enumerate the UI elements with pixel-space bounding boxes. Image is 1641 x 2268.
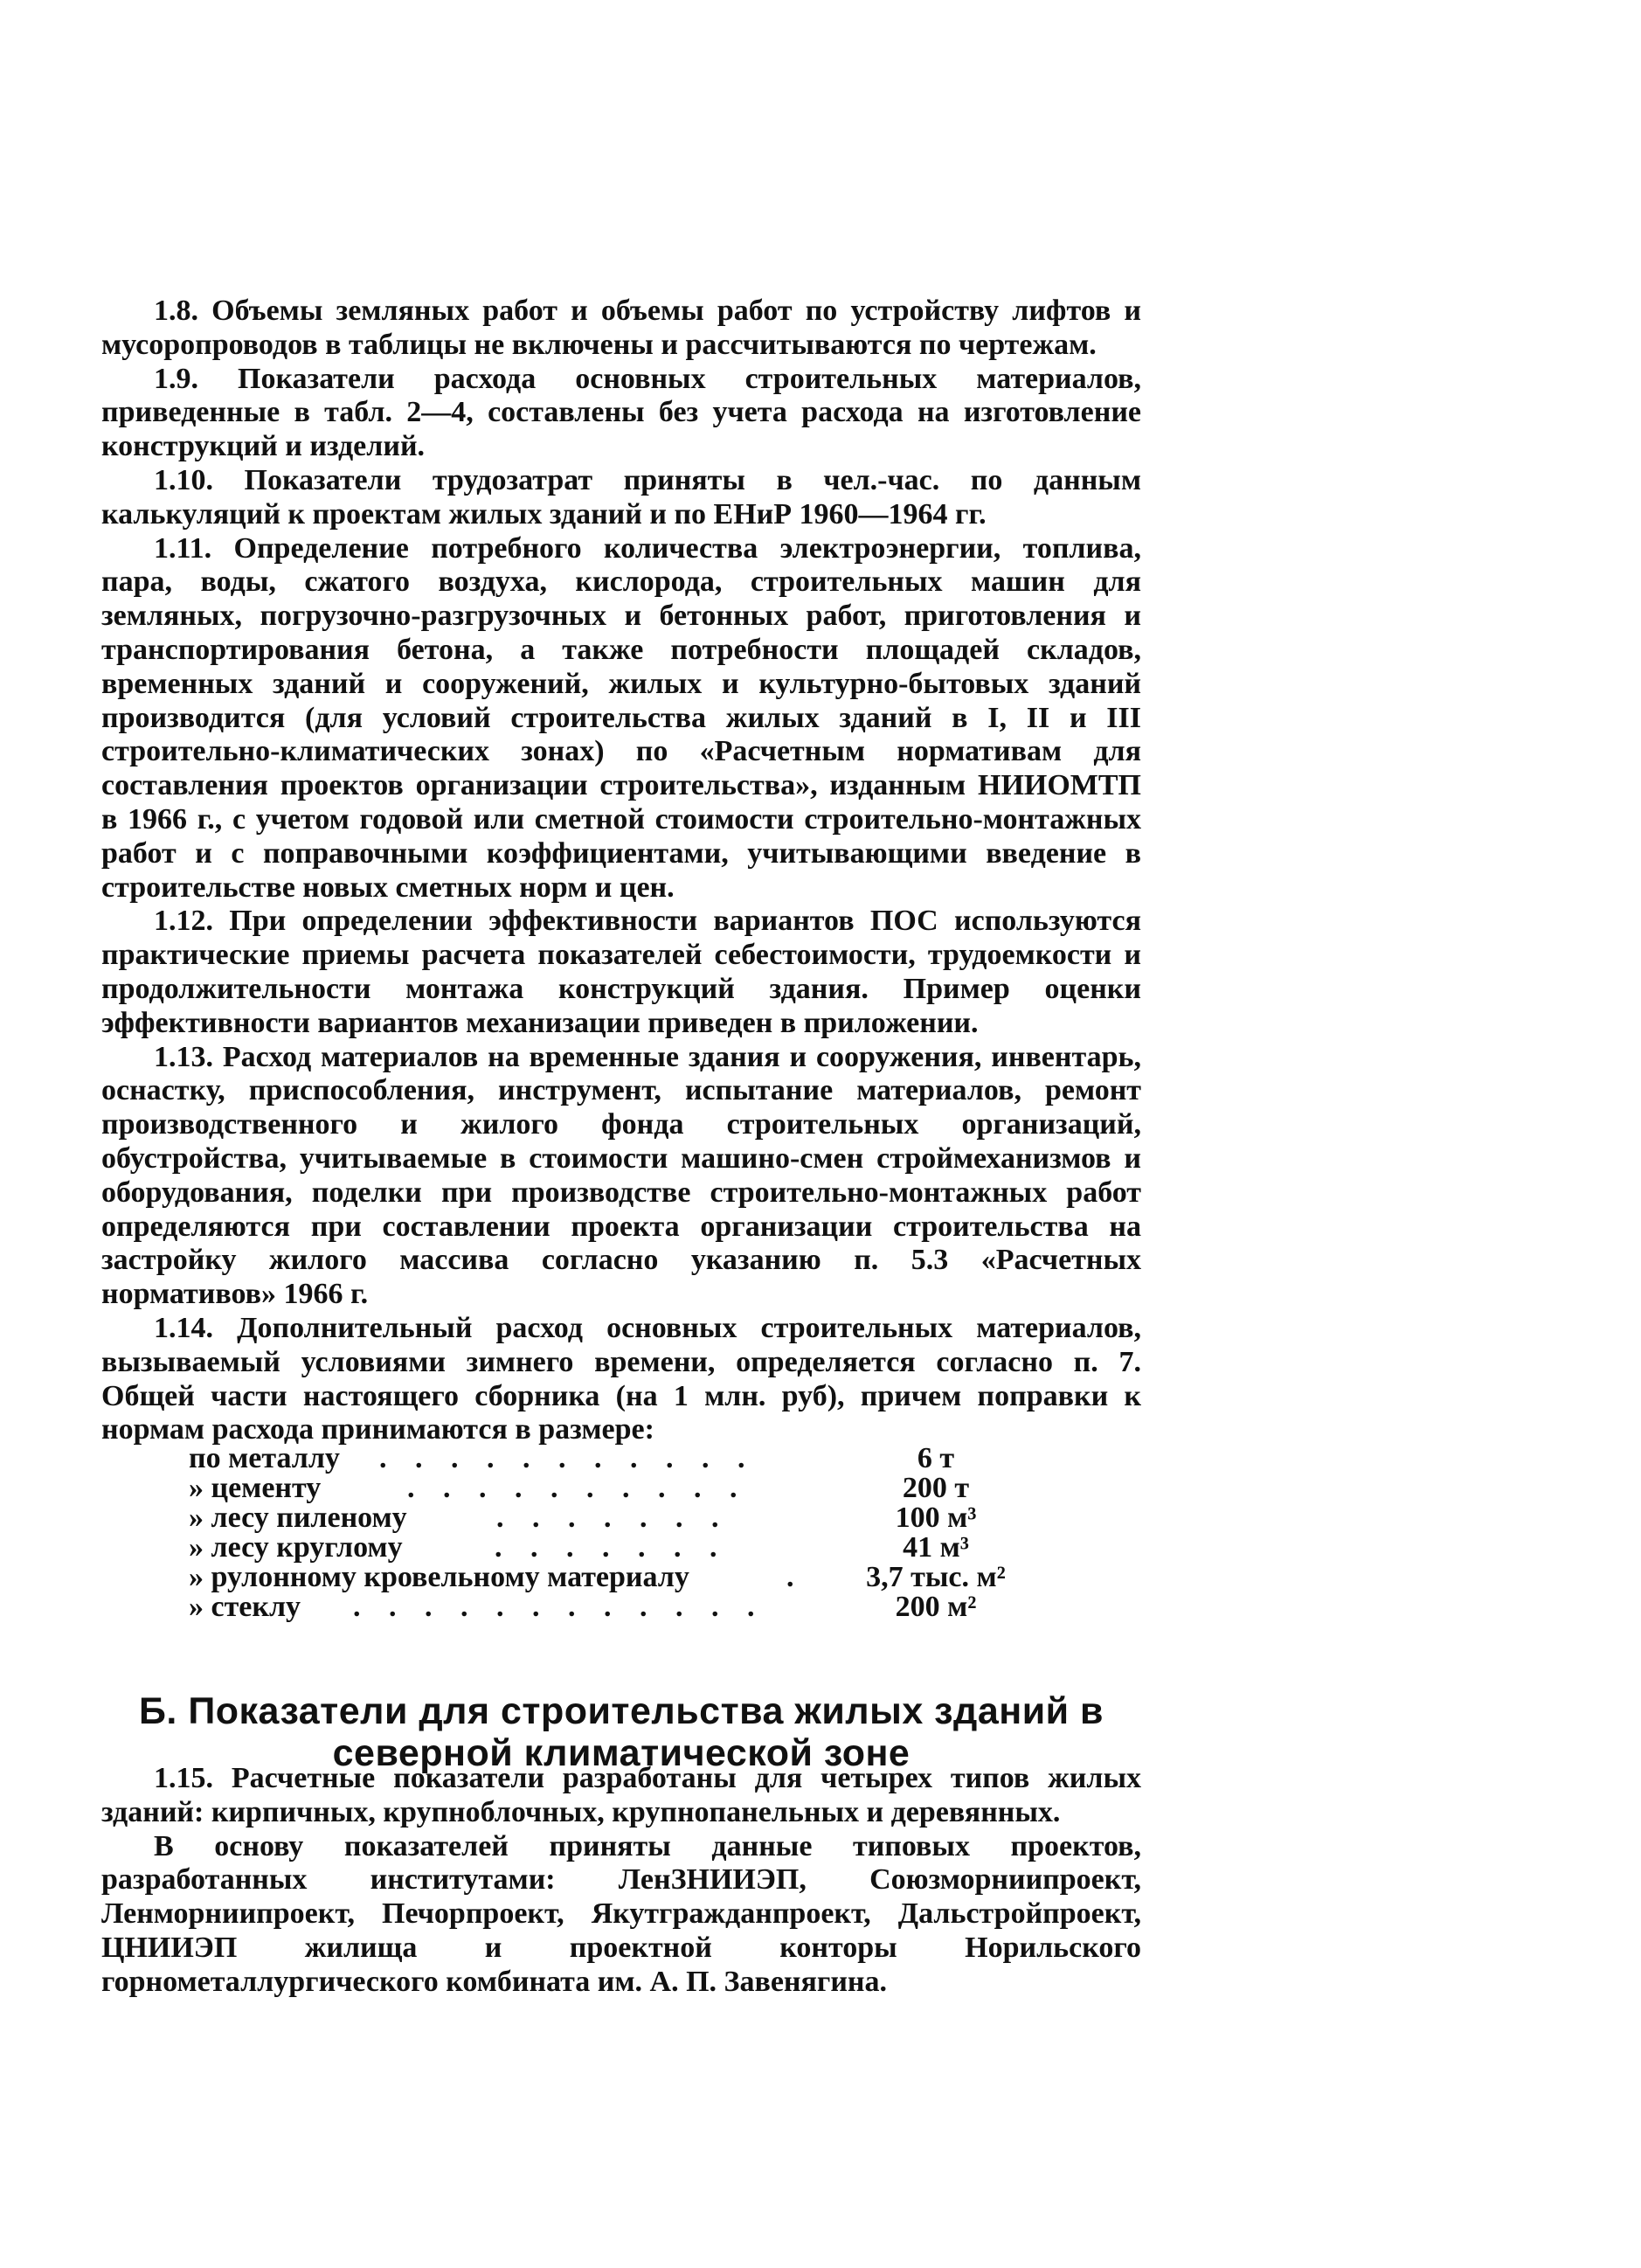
norm-label: по металлу: [189, 1442, 340, 1474]
bottom-text-block: [101, 1762, 1141, 2000]
norm-row: [189, 1563, 1028, 1592]
paragraph-basis: В основу показателей приняты данные типовых проектов, разработанных институтами: ЛенЗНИИЭП, Союзморниипроект, Ленморниипроект, Печорпроект, Якутгражданпроект, Дальстройпроект, ЦНИИЭП жилища и проектной конторы Норильского горнометаллургического комбината им. А. П. Завенягина.: [101, 1829, 1141, 1998]
norm-row: [189, 1503, 1028, 1533]
norm-leader-dots: . . . . . . . . . . . .: [353, 1591, 765, 1623]
norm-label: » лесу круглому: [189, 1531, 403, 1564]
norm-row: [189, 1592, 1028, 1622]
norm-value: 41 м³: [903, 1531, 969, 1564]
paragraph-1-10: 1.10. Показатели трудозатрат приняты в чел.-час. по данным калькуляций к проектам жилых зданий и по ЕНиР 1960—1964 гг.: [101, 463, 1141, 531]
norm-value: 6 т: [917, 1442, 955, 1474]
paragraph-1-15: 1.15. Расчетные показатели разработаны для четырех типов жилых зданий: кирпичных, крупноблочных, крупнопанельных и деревянных.: [101, 1762, 1141, 1828]
norm-row: [189, 1533, 1028, 1563]
norm-label: » цементу: [189, 1472, 322, 1504]
norm-leader-dots: . . . . . . .: [496, 1502, 730, 1534]
norm-row: [189, 1474, 1028, 1503]
norm-row: [189, 1444, 1028, 1474]
section-heading-b: Б. Показатели для строительства жилых зданий в северной климатической зоне: [139, 1689, 1104, 1774]
paragraph-1-14: 1.14. Дополнительный расход основных строительных материалов, вызываемый условиями зимнего времени, определяется согласно п. 7. Общей части настоящего сборника (на 1 млн. руб), причем поправки к нормам расхода принимаются в размере:: [101, 1311, 1141, 1446]
norm-value: 3,7 тыс. м²: [866, 1561, 1006, 1593]
norm-leader-dots: . . . . . . . . . . .: [379, 1442, 756, 1474]
paragraph-1-13: 1.13. Расход материалов на временные здания и сооружения, инвентарь, оснастку, приспособления, инструмент, испытание материалов, ремонт производственного и жилого фонда строительных организаций, обустройства, учитываемые в стоимости машино-смен строймеханизмов и оборудования, поделки при производстве строительно-монтажных работ определяются при составлении проекта организации строительства на застройку жилого массива согласно указанию п. 5.3 «Расчетных нормативов» 1966 г.: [101, 1040, 1141, 1311]
top-text-block: [101, 295, 1141, 1447]
norm-leader-dots: . . . . . . . . . .: [407, 1472, 748, 1504]
paragraph-1-9: 1.9. Показатели расхода основных строительных материалов, приведенные в табл. 2—4, составлены без учета расхода на изготовление конструкций и изделий.: [101, 362, 1141, 463]
norm-value: 200 м²: [895, 1591, 977, 1623]
norm-leader-dots: .: [786, 1561, 805, 1593]
norm-label: » стеклу: [189, 1591, 301, 1623]
norm-value: 200 т: [902, 1472, 970, 1504]
norm-leader-dots: . . . . . . .: [495, 1531, 728, 1564]
norm-label: » лесу пиленому: [189, 1502, 407, 1534]
norm-value: 100 м³: [895, 1502, 977, 1534]
norm-label: » рулонному кровельному материалу: [189, 1561, 689, 1593]
norms-list: [189, 1444, 1028, 1622]
paragraph-1-8: 1.8. Объемы земляных работ и объемы работ по устройству лифтов и мусоропроводов в таблицы не включены и рассчитываются по чертежам.: [101, 295, 1141, 361]
paragraph-1-11: 1.11. Определение потребного количества электроэнергии, топлива, пара, воды, сжатого воздуха, кислорода, строительных машин для земляных, погрузочно-разгрузочных и бетонных работ, приготовления и транспортирования бетона, а также потребности площадей складов, временных зданий и сооружений, жилых и культурно-бытовых зданий производится (для условий строительства жилых зданий в I, II и III строительно-климатических зонах) по «Расчетным нормативам для составления проектов организации строительства», изданным НИИОМТП в 1966 г., с учетом годовой или сметной стоимости строительно-монтажных работ и с поправочными коэффициентами, учитывающими введение в строительстве новых сметных норм и цен.: [101, 531, 1141, 904]
paragraph-1-12: 1.12. При определении эффективности вариантов ПОС используются практические приемы расчета показателей себестоимости, трудоемкости и продолжительности монтажа конструкций здания. Пример оценки эффективности вариантов механизации приведен в приложении.: [101, 905, 1141, 1039]
